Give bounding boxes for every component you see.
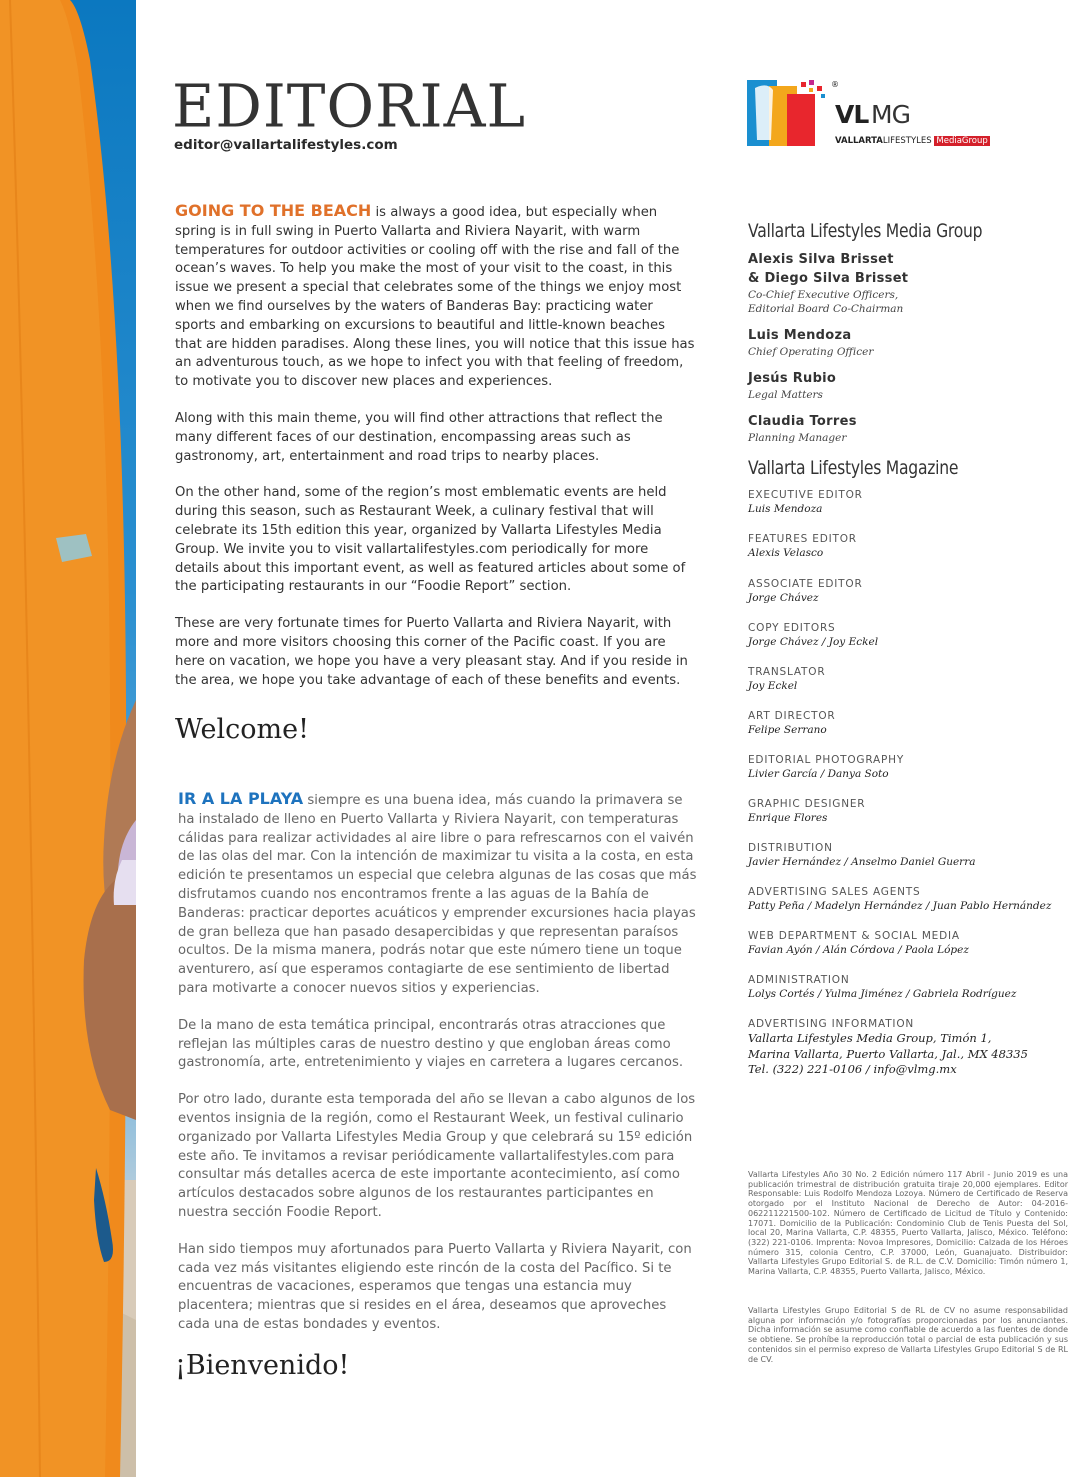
- logo-registered-mark: ®: [831, 80, 839, 89]
- staff-entry: [748, 929, 1078, 958]
- logo-sub-lifestyles: LIFESTYLES: [882, 136, 932, 146]
- staff-value: Lolys Cortés / Yulma Jiménez / Gabriela Rodríguez: [748, 988, 1017, 1000]
- staff-entry: [748, 577, 1078, 606]
- logo-sub-mediagroup: MediaGroup: [936, 136, 988, 146]
- staff-value: Javier Hernández / Anselmo Daniel Guerra: [748, 856, 976, 868]
- staff-label: EXECUTIVE EDITOR: [748, 489, 863, 501]
- vlmg-logo-mark-icon: [747, 78, 831, 148]
- staff-label: ADVERTISING INFORMATION: [748, 1018, 915, 1030]
- media-group-title: Vallarta Lifestyles Media Group: [748, 220, 983, 242]
- page-title: EDITORIAL: [172, 71, 526, 141]
- person-name: Alexis Silva Brisset: [748, 252, 894, 267]
- english-paragraph-2: Along with this main theme, you will find other attractions that reflect the many different faces of our destination, encompassing areas such as gastronomy, art, entertainment and road trips to nearby places.: [175, 410, 663, 464]
- staff-label: ADMINISTRATION: [748, 974, 850, 986]
- advertising-info: [748, 1017, 1078, 1078]
- english-paragraph-1-text: is always a good idea, but especially when spring is in full swing in Puerto Vallarta and Riviera Nayarit, with warm temperatures for outdoor activities or cooling off with the rise and fall of the ocean’s waves. To help you make the most of your visit to the coast, in this issue we present a special that celebrates some of the things we enjoy most when we find ourselves by the waters of Banderas Bay: practicing water sports and embarking on excursions to beautiful and little-known beaches that are hidden paradises. Along these lines, you will notice that this issue has an adventurous touch, as we hope to infect you with that feeling of freedom, to motivate you to discover new places and experiences.: [175, 205, 695, 390]
- advertising-address: Marina Vallarta, Puerto Vallarta, Jal., MX 48335: [748, 1046, 1028, 1061]
- staff-entry: [748, 753, 1078, 782]
- advertising-contact[interactable]: Tel. (322) 221-0106 / info@vlmg.mx: [748, 1062, 957, 1076]
- vlmg-logo: [747, 78, 1007, 150]
- english-paragraph-1: [175, 202, 695, 392]
- staff-entry: [748, 841, 1078, 870]
- staff-label: ART DIRECTOR: [748, 710, 836, 722]
- logo-vl: VL: [835, 100, 869, 129]
- staff-value: Jorge Chávez / Joy Eckel: [748, 636, 879, 648]
- legal-notice-1: Vallarta Lifestyles Año 30 No. 2 Edición número 117 Abril - Junio 2019 es una publicación trimestral de distribución gratuita tiraje 20,000 ejemplares. Editor Responsable: Luis Rodolfo Mendoza Lozoya. Número de Certificado de Reserva otorgado por el Instituto Nacional de Derecho de Autor: 04-2016-062211221500-102. Número de Certificado de Licitud de Título y Contenido: 17071. Domicilio de la Publicación: Condominio Club de Tenis Puesta del Sol, local 20, Marina Vallarta, C.P. 48355, Puerto Vallarta, Jalisco, México. Teléfono: (322) 221-0106. Imprenta: Novoa Impresores, Domicilio: Calzada de los Héroes número 315, colonia Centro, C.P. 37000, León, Guanajuato. Distribuidor: Vallarta Lifestyles Grupo Editorial S. de R.L. de C.V. Domicilio: Timón número 1, Marina Vallarta, C.P. 48355, Puerto Vallarta, Jalisco, México.: [748, 1170, 1068, 1277]
- spanish-paragraph-4: Han sido tiempos muy afortunados para Puerto Vallarta y Riviera Nayarit, con cada vez más visitantes eligiendo este rincón de la costa del Pacífico. Si te encuentras de vacaciones, esperamos que tengas una estancia muy placentera; mientras que si resides en el área, deseamos que aproveches cada una de estas bondades y eventos.: [178, 1241, 692, 1332]
- staff-value: Enrique Flores: [748, 812, 828, 824]
- person-role: Co-Chief Executive Officers,: [748, 289, 899, 301]
- spanish-closing: ¡Bienvenido!: [175, 1350, 350, 1381]
- staff-entry: [748, 621, 1078, 650]
- staff-value: Alexis Velasco: [748, 547, 824, 559]
- media-group-masthead: [748, 220, 1078, 445]
- staff-entry: [748, 885, 1078, 914]
- staff-label: EDITORIAL PHOTOGRAPHY: [748, 754, 905, 766]
- person-name: & Diego Silva Brisset: [748, 271, 909, 286]
- surfboard-photo: [0, 0, 136, 1477]
- editorial-english: [175, 202, 695, 708]
- cover-photo-strip: [0, 0, 136, 1477]
- person-role: Legal Matters: [748, 389, 823, 401]
- staff-value: Luis Mendoza: [748, 503, 823, 515]
- staff-label: TRANSLATOR: [748, 666, 826, 678]
- staff-entry: [748, 665, 1078, 694]
- advertising-address: Vallarta Lifestyles Media Group, Timón 1,: [748, 1031, 992, 1045]
- staff-value: Patty Peña / Madelyn Hernández / Juan Pablo Hernández: [748, 900, 1052, 912]
- staff-label: GRAPHIC DESIGNER: [748, 798, 866, 810]
- english-paragraph-3: On the other hand, some of the region’s most emblematic events are held during this season, such as Restaurant Week, a culinary festival that will celebrate its 15th edition this year, organized by Vallarta Lifestyles Media Group. We invite you to visit vallartalifestyles.com periodically for more details about this important event, as well as featured articles about some of the participating restaurants in our “Foodie Report” section.: [175, 485, 686, 595]
- spanish-paragraph-3: Por otro lado, durante esta temporada del año se llevan a cabo algunos de los eventos insignia de la región, como el Restaurant Week, un festival culinario organizado por Vallarta Lifestyles Media Group y que celebrará su 15º edición este año. Te invitamos a revisar periódicamente vallartalifestyles.com para consultar más detalles acerca de este importante acontecimiento, así como artículos destacados sobre algunos de los restaurantes participantes en nuestra sección Foodie Report.: [178, 1092, 696, 1220]
- staff-label: COPY EDITORS: [748, 622, 836, 634]
- person-role: Planning Manager: [748, 432, 847, 444]
- person-name: Luis Mendoza: [748, 328, 852, 343]
- staff-value: Joy Eckel: [748, 680, 798, 692]
- staff-value: Felipe Serrano: [748, 724, 827, 736]
- person-role: Editorial Board Co-Chairman: [748, 303, 904, 315]
- staff-label: ADVERTISING SALES AGENTS: [748, 886, 921, 898]
- magazine-title: Vallarta Lifestyles Magazine: [748, 457, 959, 479]
- staff-value: Favian Ayón / Alán Córdova / Paola López: [748, 944, 969, 956]
- person-name: Claudia Torres: [748, 414, 857, 429]
- staff-label: ASSOCIATE EDITOR: [748, 578, 863, 590]
- english-paragraph-4: These are very fortunate times for Puerto Vallarta and Riviera Nayarit, with more and more visitors choosing this corner of the Pacific coast. If you are here on vacation, we hope you have a very pleasant stay. And if you reside in the area, we hope you take advantage of each of these benefits and events.: [175, 616, 688, 688]
- logo-mg: MG: [871, 100, 910, 129]
- english-lead: GOING TO THE BEACH: [175, 201, 372, 220]
- editor-email[interactable]: editor@vallartalifestyles.com: [174, 137, 398, 153]
- logo-subtitle: [835, 136, 990, 146]
- staff-label: WEB DEPARTMENT & SOCIAL MEDIA: [748, 930, 960, 942]
- legal-notice-2: Vallarta Lifestyles Grupo Editorial S de RL de CV no asume responsabilidad alguna por información y/o fotografías proporcionadas por los anunciantes. Dicha información se asume como confiable de acuerdo a las fuentes de donde se obtiene. Se prohíbe la reproducción total o parcial de esta publicación y sus contenidos sin el permiso expreso de Vallarta Lifestyles Grupo Editorial S de RL de CV.: [748, 1306, 1068, 1364]
- english-closing: Welcome!: [175, 714, 309, 745]
- spanish-paragraph-2: De la mano de esta temática principal, encontrarás otras atracciones que reflejan las múltiples caras de nuestro destino y que engloban áreas como gastronomía, arte, entretenimiento y viajes en carretera a lugares cercanos.: [178, 1017, 684, 1071]
- staff-label: DISTRIBUTION: [748, 842, 833, 854]
- staff-entry: [748, 488, 1078, 517]
- staff-entry: [748, 797, 1078, 826]
- staff-value: Jorge Chávez: [748, 592, 819, 604]
- spanish-paragraph-1-text: siempre es una buena idea, más cuando la primavera se ha instalado de lleno en Puerto Vallarta y Riviera Nayarit, con temperaturas cálidas para realizar actividades al aire libre o para refrescarnos con el vaivén de las olas del mar. Con la intención de maximizar tu visita a la costa, en esta edición te presentamos un especial que celebra algunas de las cosas que más disfrutamos cuando nos encontramos frente a las aguas de la Bahía de Banderas: practicar deportes acuáticos y emprender excursiones hacia playas de gran belleza que han pasado desapercibidas y que representan paraísos ocultos. De la misma manera, podrás notar que este número tiene un toque aventurero, así que esperamos contagiarte de ese sentimiento de libertad para motivarte a conocer nuevos sitios y experiencias.: [178, 793, 697, 996]
- staff-entry: [748, 709, 1078, 738]
- person-name: Jesús Rubio: [748, 371, 837, 386]
- staff-value: Livier García / Danya Soto: [748, 768, 889, 780]
- editorial-spanish: [178, 790, 698, 1353]
- staff-entry: [748, 973, 1078, 1002]
- staff-entry: [748, 532, 1078, 561]
- logo-sub-vallarta: VALLARTA: [835, 136, 883, 146]
- spanish-paragraph-1: [178, 790, 698, 999]
- staff-label: FEATURES EDITOR: [748, 533, 857, 545]
- magazine-masthead: [748, 457, 1078, 1078]
- spanish-lead: IR A LA PLAYA: [178, 789, 304, 808]
- person-role: Chief Operating Officer: [748, 346, 874, 358]
